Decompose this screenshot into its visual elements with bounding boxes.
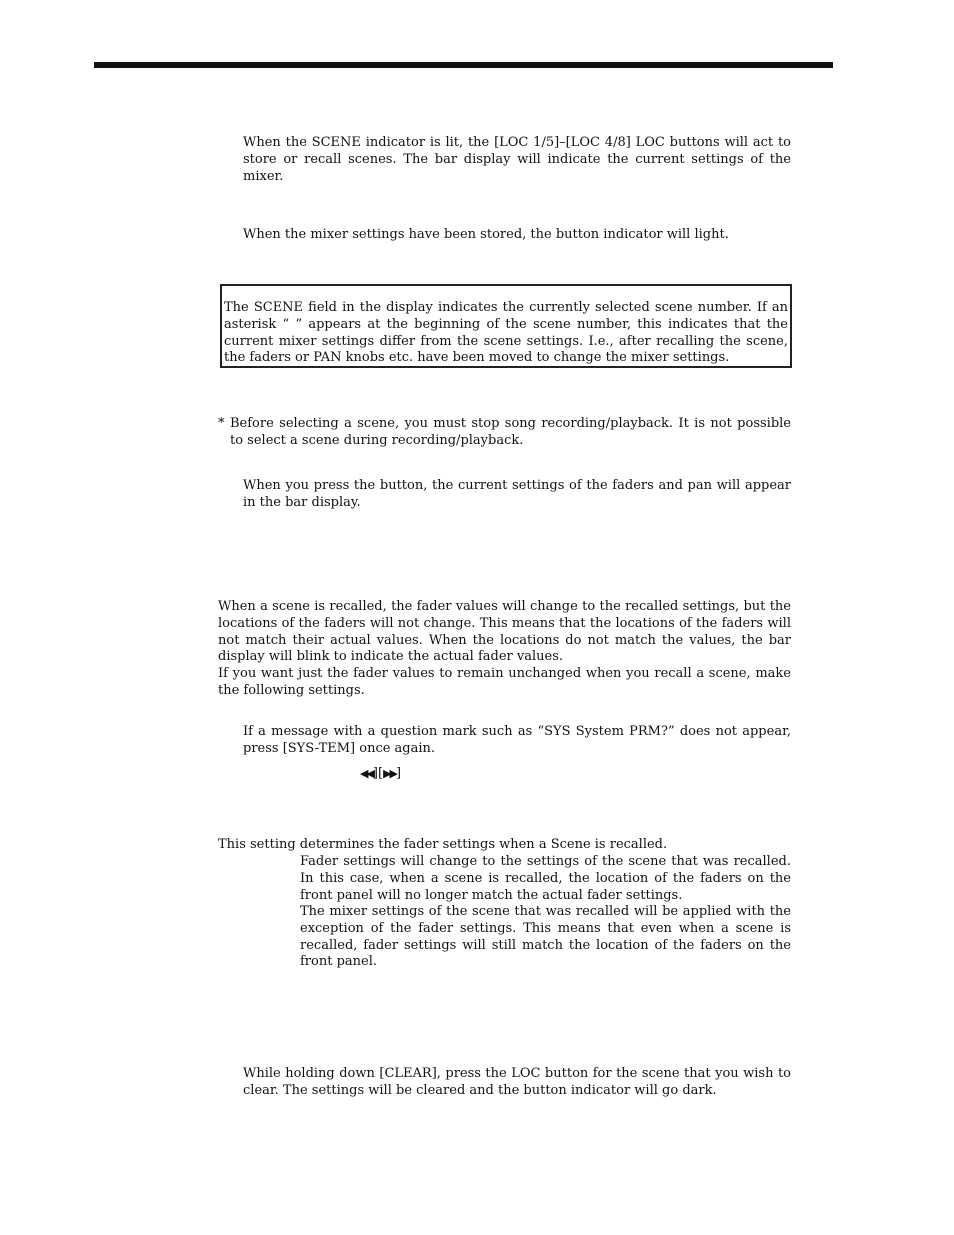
caution-text: Before selecting a scene, you must stop song recording/playback. It is not possible to select a scene during recording/playback. xyxy=(230,416,791,448)
fast-forward-icon: ▶▶ xyxy=(383,767,396,780)
transport-close: ] xyxy=(396,766,402,781)
setting-intro-text: This setting determines the fader settings when a Scene is recalled. xyxy=(218,837,668,852)
scene-intro-text: When the SCENE indicator is lit, the [LOC 1/5]–[LOC 4/8] LOC buttons will act to store or recall scenes. The bar display will indicate the current settings of the mixer. xyxy=(243,135,791,184)
header-rule xyxy=(94,62,833,68)
fader-paragraph-2: If you want just the fader values to remain unchanged when you recall a scene, make the following settings. xyxy=(218,666,791,698)
note-box-text: The SCENE field in the display indicates the currently selected scene number. If an asterisk “ ” appears at the beginning of the scene number, this indicates that the current mixer settings differ from the scene settings. I.e., after recalling the scene, the faders or PAN knobs etc. have been moved to change the mixer settings. xyxy=(224,300,788,366)
clear-step-text: While holding down [CLEAR], press the LOC button for the scene that you wish to clear. The settings will be cleared and the button indicator will go dark. xyxy=(243,1066,791,1098)
fader-paragraph-1: When a scene is recalled, the fader values will change to the recalled settings, but the locations of the faders will not change. This means that the locations of the faders will not match their actual values. When the locations do not match the values, the bar display will blink to indicate the actual fader values. xyxy=(218,599,791,665)
system-step-text: If a message with a question mark such as “SYS System PRM?” does not appear, press [SYS-TEM] once again. xyxy=(243,724,791,756)
option-1-text: Fader settings will change to the settings of the scene that was recalled. In this case, when a scene is recalled, the location of the faders on the front panel will no longer match the actual fader settings. xyxy=(300,854,791,903)
transport-separator: ][ xyxy=(372,766,384,781)
note-box xyxy=(220,284,792,368)
recall-step-text: When you press the button, the current settings of the faders and pan will appear in the bar display. xyxy=(243,478,791,510)
transport-buttons xyxy=(360,766,401,782)
caution-marker: * xyxy=(218,416,225,431)
rewind-icon: ◀◀ xyxy=(360,767,373,780)
store-step-text: When the mixer settings have been stored, the button indicator will light. xyxy=(243,227,729,242)
option-2-text: The mixer settings of the scene that was recalled will be applied with the exception of the fader settings. This means that even when a scene is recalled, fader settings will still match the location of the faders on the front panel. xyxy=(300,904,791,970)
